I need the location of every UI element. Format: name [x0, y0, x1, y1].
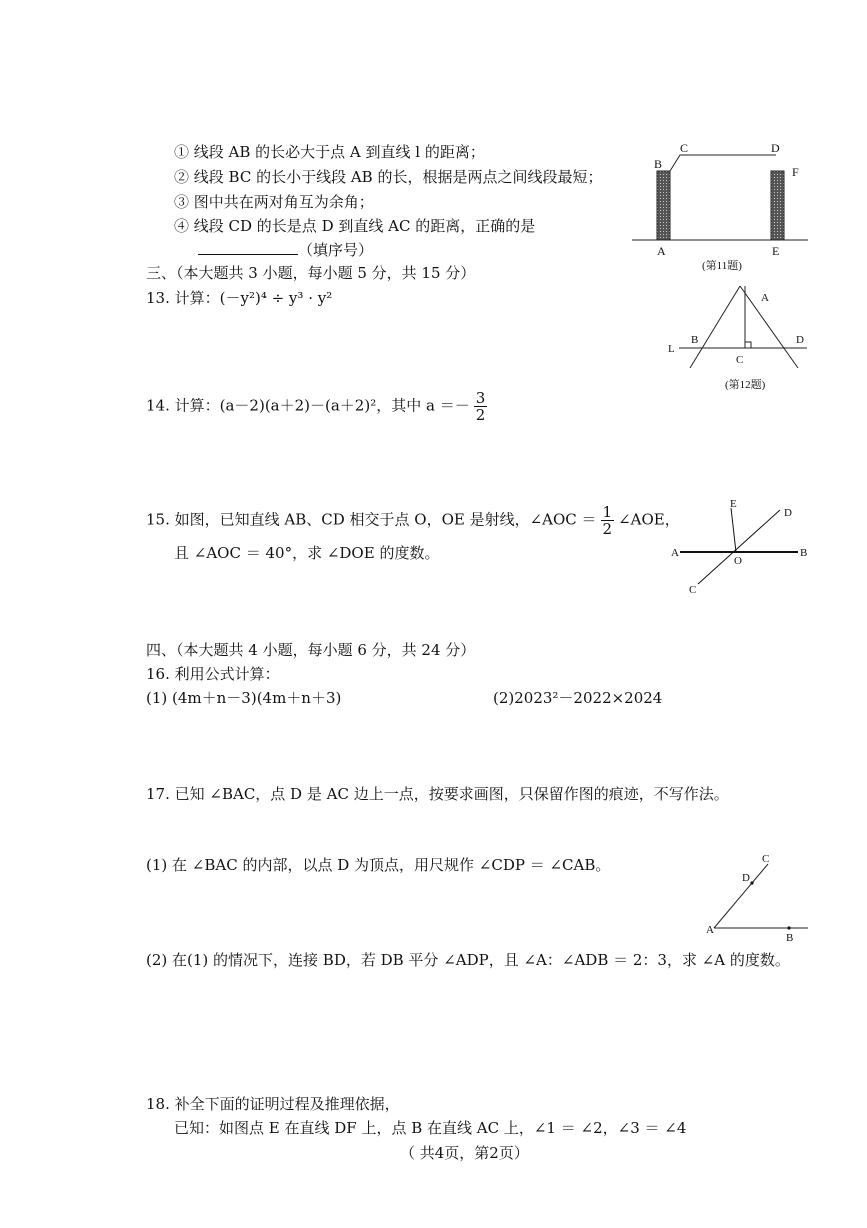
line-cd [698, 510, 780, 584]
question-18-title: 18. 补全下面的证明过程及推理依据， [146, 1095, 400, 1113]
question-14 [146, 390, 491, 423]
line-ab [690, 286, 740, 368]
label-A: A [657, 244, 666, 258]
q11-option-2: ② 线段 BC 的长小于线段 AB 的长，根据是两点之间线段最短； [174, 168, 603, 186]
q15-text-b: ∠AOE， [618, 510, 680, 529]
question-15-line-2: 且 ∠AOC ＝ 40°，求 ∠DOE 的度数。 [174, 544, 440, 562]
right-angle-mark [745, 342, 751, 348]
label-D: D [796, 334, 804, 346]
fraction-numerator: 3 [475, 389, 486, 407]
q15-text-a: 15. 如图，已知直线 AB、CD 相交于点 O，OE 是射线，∠AOC ＝ [146, 510, 597, 529]
fraction-1-2 [601, 504, 615, 537]
fraction-3-2 [474, 390, 488, 423]
label-A: A [706, 924, 714, 936]
q11-fill-hint: （填序号） [298, 241, 374, 259]
figure-12-caption: (第12题) [725, 379, 766, 391]
segment-bcd [670, 155, 776, 171]
label-L: L [668, 343, 675, 355]
figure-11 [630, 138, 810, 282]
point-d [750, 881, 753, 884]
section-4-title: 四、（本大题共 4 小题，每小题 6 分，共 24 分） [146, 641, 476, 659]
label-A: A [761, 292, 769, 304]
line-ad [740, 286, 798, 368]
label-C: C [680, 141, 689, 155]
figure-12 [665, 284, 815, 400]
fraction-denominator: 2 [602, 520, 613, 538]
label-C: C [689, 584, 697, 596]
q14-text: 14. 计算：(a－2)(a＋2)－(a＋2)²，其中 a ＝－ [146, 396, 470, 415]
q11-option-4: ④ 线段 CD 的长是点 D 到直线 AC 的距离，正确的是 [174, 217, 536, 235]
figure-11-caption: (第11题) [702, 260, 742, 272]
label-D: D [742, 872, 750, 884]
fraction-denominator: 2 [475, 406, 486, 424]
question-16-part-2: (2)2023²－2022×2024 [493, 689, 663, 707]
q11-answer-line [198, 240, 373, 260]
question-17-part-2: (2) 在(1) 的情况下，连接 BD，若 DB 平分 ∠ADP，且 ∠A：∠ADB ＝ 2：3，求 ∠A 的度数。 [146, 951, 790, 969]
figure-17 [704, 850, 814, 949]
label-E: E [730, 498, 737, 510]
question-16-part-1: (1) (4m＋n－3)(4m＋n＋3) [146, 689, 342, 707]
label-B: B [800, 547, 808, 559]
label-F: F [792, 165, 799, 179]
label-D: D [771, 141, 780, 155]
label-B: B [691, 334, 699, 346]
pillar-right [771, 171, 784, 240]
ray-ac [714, 864, 768, 928]
question-13: 13. 计算：(－y²)⁴ ÷ y³ · y² [146, 289, 333, 307]
question-17-title: 17. 已知 ∠BAC，点 D 是 AC 边上一点，按要求画图，只保留作图的痕迹，不写作法。 [146, 785, 729, 803]
label-O: O [734, 555, 742, 567]
q11-option-3: ③ 图中共在两对角互为余角； [174, 193, 374, 211]
label-B: B [786, 932, 794, 944]
label-C: C [762, 853, 770, 865]
label-D: D [784, 507, 792, 519]
question-18-given: 已知：如图点 E 在直线 DF 上，点 B 在直线 AC 上，∠1 ＝ ∠2，∠3 ＝ ∠4 [174, 1119, 687, 1137]
q11-option-1: ① 线段 AB 的长必大于点 A 到直线 l 的距离； [174, 143, 485, 161]
question-17-part-1: (1) 在 ∠BAC 的内部，以点 D 为顶点，用尺规作 ∠CDP ＝ ∠CAB。 [146, 856, 611, 874]
figure-15 [668, 494, 818, 604]
section-3-title: 三、（本大题共 3 小题，每小题 5 分，共 15 分） [146, 264, 476, 282]
label-C: C [736, 354, 744, 366]
page-footer: （ 共4页，第2页） [400, 1144, 529, 1162]
fraction-numerator: 1 [602, 503, 613, 521]
label-E: E [772, 244, 780, 258]
ray-oe [731, 508, 736, 552]
label-A: A [671, 547, 679, 559]
answer-blank [198, 240, 298, 255]
question-16-title: 16. 利用公式计算： [146, 665, 280, 683]
pillar-left [657, 171, 670, 240]
point-b [787, 926, 790, 929]
label-B: B [654, 157, 663, 171]
question-15-line-1 [146, 504, 680, 537]
